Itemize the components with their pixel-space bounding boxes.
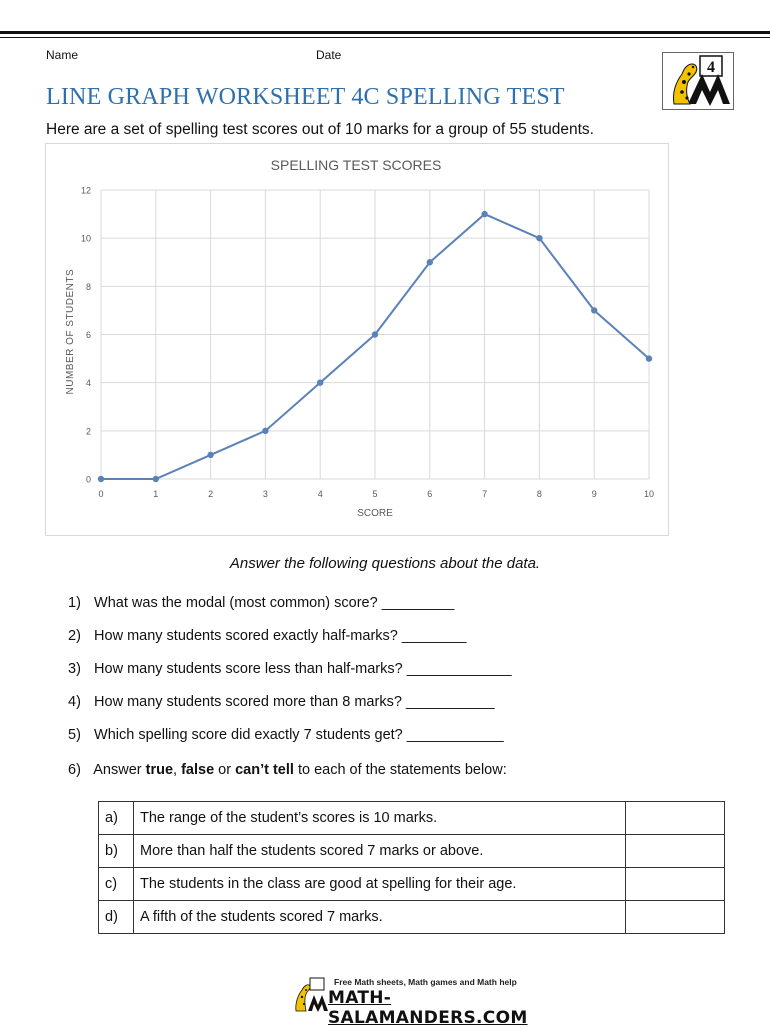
answer-cell[interactable] [626, 802, 725, 835]
q6-true: true [145, 762, 174, 778]
y-tick-label: 2 [85, 426, 91, 437]
q6-cant-tell: can’t tell [235, 762, 294, 778]
question-number: 1) [68, 595, 81, 611]
footer-site [328, 988, 530, 1028]
statement-letter: b) [99, 835, 134, 868]
page-title: LINE GRAPH WORKSHEET 4C SPELLING TEST [46, 84, 565, 110]
q6-sep1: , [173, 762, 182, 778]
data-point [536, 235, 542, 241]
x-tick-label: 6 [427, 489, 433, 499]
y-tick-label: 6 [85, 330, 91, 340]
table-row [99, 868, 725, 901]
y-tick-label: 12 [80, 185, 91, 196]
question-text: What was the modal (most common) score? _________ [94, 595, 455, 611]
chart-border [46, 144, 669, 536]
chart-svg [45, 143, 669, 536]
x-tick-label: 9 [591, 489, 597, 499]
question-number: 6) [68, 762, 81, 778]
statement-letter: d) [99, 901, 134, 934]
name-label: Name [46, 48, 79, 62]
answer-cell[interactable] [626, 868, 725, 901]
question-text: How many students score less than half-marks? _____________ [94, 661, 512, 677]
question-text: How many students scored more than 8 marks? ___________ [94, 694, 495, 710]
intro-text: Here are a set of spelling test scores out of 10 marks for a group of 55 students. [46, 121, 594, 138]
statement-text: A fifth of the students scored 7 marks. [134, 901, 626, 934]
date-label: Date [316, 48, 342, 62]
x-tick-label: 4 [317, 489, 323, 499]
question-number: 5) [68, 727, 81, 743]
y-tick-label: 10 [80, 233, 91, 244]
header-rule-thin [0, 37, 770, 38]
x-tick-label: 3 [262, 489, 268, 499]
x-tick-label: 1 [153, 489, 159, 499]
footer-brand [290, 975, 530, 1028]
header-rule-thick [0, 31, 770, 34]
question-number: 2) [68, 628, 81, 644]
y-axis-label: NUMBER OF STUDENTS [65, 268, 76, 395]
answer-cell[interactable] [626, 901, 725, 934]
data-point [262, 428, 268, 434]
table-row [99, 802, 725, 835]
question-item [68, 691, 512, 724]
x-axis-label: SCORE [357, 508, 393, 519]
statement-letter: a) [99, 802, 134, 835]
q6-post: to each of the statements below: [293, 762, 507, 778]
data-point [646, 355, 652, 361]
q6-sep2: or [214, 762, 236, 778]
question-number: 4) [68, 694, 81, 710]
data-point [207, 452, 213, 458]
x-tick-label: 5 [372, 489, 378, 499]
y-tick-label: 4 [85, 378, 91, 389]
question-text: How many students scored exactly half-marks? ________ [94, 628, 467, 644]
x-tick-label: 10 [643, 489, 655, 499]
statement-text: The range of the student’s scores is 10 marks. [134, 802, 626, 835]
statement-letter: c) [99, 868, 134, 901]
question-item [68, 658, 512, 691]
answer-cell[interactable] [626, 835, 725, 868]
x-tick-label: 2 [208, 489, 214, 499]
x-tick-label: 8 [536, 489, 542, 499]
y-tick-label: 8 [85, 281, 91, 292]
footer-salamander-icon [292, 977, 328, 1013]
data-point [317, 379, 323, 385]
question-list [68, 592, 512, 757]
chart-title: SPELLING TEST SCORES [270, 157, 442, 173]
x-tick-label: 7 [482, 489, 488, 499]
footer-tagline: Free Math sheets, Math games and Math help [334, 977, 517, 987]
data-point [98, 476, 104, 482]
questions-prompt: Answer the following questions about the data. [229, 555, 541, 572]
table-row [99, 835, 725, 868]
x-tick-label: 0 [98, 489, 104, 499]
logo-badge-text: 4 [707, 59, 715, 76]
question-item [68, 625, 512, 658]
data-point [153, 476, 159, 482]
question-item [68, 592, 512, 625]
salamander-logo-icon [662, 52, 734, 110]
question-6 [68, 759, 507, 781]
statements-table [98, 801, 725, 934]
y-tick-label: 0 [85, 474, 91, 485]
question-number: 3) [68, 661, 81, 677]
line-chart [45, 143, 669, 536]
data-point [427, 259, 433, 265]
question-item [68, 724, 512, 757]
data-point [481, 211, 487, 217]
data-point [591, 307, 597, 313]
table-row [99, 901, 725, 934]
q6-false: false [181, 762, 215, 778]
statement-text: The students in the class are good at spelling for their age. [134, 868, 626, 901]
data-point [372, 331, 378, 337]
footer-site-text: MATH-SALAMANDERS.COM [328, 988, 528, 1028]
statement-text: More than half the students scored 7 marks or above. [134, 835, 626, 868]
q6-pre: Answer [93, 762, 146, 778]
question-text: Which spelling score did exactly 7 students get? ____________ [94, 727, 504, 743]
